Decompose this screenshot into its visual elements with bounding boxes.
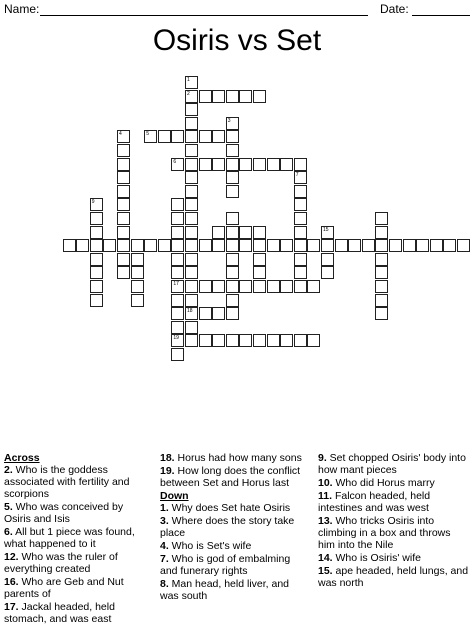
grid-cell[interactable] xyxy=(226,185,239,198)
grid-cell[interactable] xyxy=(212,90,225,103)
grid-cell[interactable] xyxy=(185,266,198,279)
clue-text: Why does Set hate Osiris xyxy=(168,502,291,514)
grid-cell[interactable] xyxy=(416,239,429,252)
clue-text: Man head, held liver, and was south xyxy=(160,578,290,602)
grid-cell[interactable] xyxy=(212,226,225,239)
grid-cell[interactable] xyxy=(321,226,334,239)
name-label: Name: xyxy=(4,2,40,16)
grid-cell[interactable] xyxy=(294,280,307,293)
grid-cell[interactable] xyxy=(294,185,307,198)
grid-cell[interactable] xyxy=(212,239,225,252)
grid-cell[interactable] xyxy=(199,280,212,293)
grid-cell[interactable] xyxy=(212,334,225,347)
clue-number: 2 xyxy=(187,90,190,97)
clue-text: Where does the story take place xyxy=(160,515,295,539)
grid-cell[interactable] xyxy=(253,334,266,347)
grid-cell[interactable] xyxy=(90,294,103,307)
grid-cell[interactable] xyxy=(171,212,184,225)
grid-cell[interactable] xyxy=(307,334,320,347)
clue-text: Who did Horus marry xyxy=(332,477,435,489)
clue-text: All but 1 piece was found, what happened to it xyxy=(4,526,135,550)
clue-item xyxy=(4,501,152,525)
clue-number-label: 2. xyxy=(4,464,13,476)
grid-cell[interactable] xyxy=(348,239,361,252)
clue-item xyxy=(160,553,310,577)
grid-cell[interactable] xyxy=(389,239,402,252)
clue-text: Horus had how many sons xyxy=(174,452,302,464)
clue-text: Who are Geb and Nut parents of xyxy=(4,576,124,600)
grid-cell[interactable] xyxy=(185,294,198,307)
clue-item xyxy=(4,551,152,575)
grid-cell[interactable] xyxy=(280,158,293,171)
grid-cell[interactable] xyxy=(117,239,130,252)
clue-text: Who is the goddess associated with fertility and scorpions xyxy=(4,464,130,500)
grid-cell[interactable] xyxy=(226,226,239,239)
right-clues xyxy=(318,452,470,590)
grid-cell[interactable] xyxy=(212,307,225,320)
grid-cell[interactable] xyxy=(158,130,171,143)
grid-cell[interactable] xyxy=(90,253,103,266)
grid-cell[interactable] xyxy=(267,280,280,293)
grid-cell[interactable] xyxy=(117,212,130,225)
grid-cell[interactable] xyxy=(185,185,198,198)
grid-cell[interactable] xyxy=(171,158,184,171)
grid-cell[interactable] xyxy=(117,226,130,239)
clue-number: 19 xyxy=(173,335,179,342)
grid-cell[interactable] xyxy=(185,90,198,103)
grid-cell[interactable] xyxy=(280,334,293,347)
grid-cell[interactable] xyxy=(226,130,239,143)
grid-cell[interactable] xyxy=(362,239,375,252)
grid-cell[interactable] xyxy=(185,144,198,157)
grid-cell[interactable] xyxy=(117,198,130,211)
clue-text: Set chopped Osiris' body into how mant pieces xyxy=(318,452,466,476)
grid-cell[interactable] xyxy=(171,253,184,266)
clue-number-label: 18. xyxy=(160,452,175,464)
clue-item xyxy=(318,515,470,551)
grid-cell[interactable] xyxy=(90,280,103,293)
grid-cell[interactable] xyxy=(199,130,212,143)
grid-cell[interactable] xyxy=(443,239,456,252)
clue-item xyxy=(318,565,470,589)
clue-number: 17 xyxy=(173,281,179,287)
clue-text: Jackal headed, held stomach, and was east xyxy=(4,601,115,625)
grid-cell[interactable] xyxy=(171,307,184,320)
grid-cell[interactable] xyxy=(199,90,212,103)
grid-cell[interactable] xyxy=(226,280,239,293)
clue-item xyxy=(160,502,310,514)
grid-cell[interactable] xyxy=(131,266,144,279)
grid-cell[interactable] xyxy=(171,334,184,347)
clue-number-label: 3. xyxy=(160,515,169,527)
grid-cell[interactable] xyxy=(90,266,103,279)
clue-text: Who is Osiris' wife xyxy=(332,552,421,564)
grid-cell[interactable] xyxy=(253,280,266,293)
grid-cell[interactable] xyxy=(239,334,252,347)
clue-number-label: 15. xyxy=(318,565,333,577)
clue-number: 6 xyxy=(173,158,177,165)
clue-item xyxy=(160,578,310,602)
grid-cell[interactable] xyxy=(280,280,293,293)
grid-cell[interactable] xyxy=(117,144,130,157)
grid-cell[interactable] xyxy=(199,239,212,252)
clue-text: Who was the ruler of everything created xyxy=(4,551,118,575)
grid-cell[interactable] xyxy=(185,158,198,171)
grid-cell[interactable] xyxy=(430,239,443,252)
clue-item xyxy=(318,477,470,489)
clue-item xyxy=(318,490,470,514)
clue-item xyxy=(4,526,152,550)
grid-cell[interactable] xyxy=(199,307,212,320)
grid-cell[interactable] xyxy=(90,239,103,252)
grid-cell[interactable] xyxy=(185,253,198,266)
grid-cell[interactable] xyxy=(131,294,144,307)
clue-item xyxy=(4,601,152,625)
grid-cell[interactable] xyxy=(185,226,198,239)
clue-number: 18 xyxy=(187,308,193,315)
clue-text: ape headed, held lungs, and was north xyxy=(318,565,469,589)
clue-item xyxy=(4,464,152,500)
grid-cell[interactable] xyxy=(199,158,212,171)
grid-cell[interactable] xyxy=(226,171,239,184)
grid-cell[interactable] xyxy=(294,226,307,239)
grid-cell[interactable] xyxy=(307,280,320,293)
grid-cell[interactable] xyxy=(185,130,198,143)
grid-cell[interactable] xyxy=(171,239,184,252)
grid-cell[interactable] xyxy=(171,130,184,143)
grid-cell[interactable] xyxy=(131,253,144,266)
grid-cell[interactable] xyxy=(212,130,225,143)
grid-cell[interactable] xyxy=(294,266,307,279)
grid-cell[interactable] xyxy=(103,239,116,252)
clue-number: 15 xyxy=(323,226,329,233)
clue-number-label: 9. xyxy=(318,452,327,464)
grid-cell[interactable] xyxy=(185,171,198,184)
clue-number-label: 16. xyxy=(4,576,19,588)
middle-clues xyxy=(160,452,310,603)
grid-cell[interactable] xyxy=(267,158,280,171)
grid-cell[interactable] xyxy=(253,253,266,266)
down-heading: Down xyxy=(160,490,189,502)
grid-cell[interactable] xyxy=(117,130,130,143)
grid-cell[interactable] xyxy=(117,158,130,171)
clue-number-label: 12. xyxy=(4,551,19,563)
grid-cell[interactable] xyxy=(321,266,334,279)
grid-cell[interactable] xyxy=(294,198,307,211)
grid-cell[interactable] xyxy=(253,239,266,252)
clue-text: Who was conceived by Osiris and Isis xyxy=(4,501,124,525)
across-clues xyxy=(4,452,152,626)
grid-cell[interactable] xyxy=(226,144,239,157)
grid-cell[interactable] xyxy=(267,334,280,347)
grid-cell[interactable] xyxy=(294,253,307,266)
grid-cell[interactable] xyxy=(335,239,348,252)
across-heading: Across xyxy=(4,452,40,464)
grid-cell[interactable] xyxy=(375,294,388,307)
grid-cell[interactable] xyxy=(321,253,334,266)
grid-cell[interactable] xyxy=(226,334,239,347)
clue-number-label: 1. xyxy=(160,502,169,514)
clue-number-label: 8. xyxy=(160,578,169,590)
grid-cell[interactable] xyxy=(117,171,130,184)
clue-number-label: 5. xyxy=(4,501,13,513)
grid-cell[interactable] xyxy=(171,321,184,334)
clue-text: Falcon headed, held intestines and was west xyxy=(318,490,431,514)
clue-number: 1 xyxy=(187,77,190,83)
grid-cell[interactable] xyxy=(185,212,198,225)
grid-cell[interactable] xyxy=(117,185,130,198)
clue-text: Who is god of embalming and funerary rights xyxy=(160,553,291,577)
grid-cell[interactable] xyxy=(131,280,144,293)
grid-cell[interactable] xyxy=(185,117,198,130)
grid-cell[interactable] xyxy=(253,90,266,103)
grid-cell[interactable] xyxy=(226,158,239,171)
grid-cell[interactable] xyxy=(375,307,388,320)
grid-cell[interactable] xyxy=(239,158,252,171)
clue-item xyxy=(160,465,310,489)
clue-number-label: 19. xyxy=(160,465,175,477)
grid-cell[interactable] xyxy=(185,334,198,347)
grid-cell[interactable] xyxy=(375,212,388,225)
grid-cell[interactable] xyxy=(171,198,184,211)
grid-cell[interactable] xyxy=(185,76,198,89)
grid-cell[interactable] xyxy=(403,239,416,252)
grid-cell[interactable] xyxy=(226,90,239,103)
grid-cell[interactable] xyxy=(185,321,198,334)
clue-item xyxy=(160,452,310,464)
grid-cell[interactable] xyxy=(63,239,76,252)
date-label: Date: xyxy=(380,2,409,16)
grid-cell[interactable] xyxy=(144,130,157,143)
grid-cell[interactable] xyxy=(171,266,184,279)
clue-item xyxy=(4,576,152,600)
grid-cell[interactable] xyxy=(212,158,225,171)
clue-item xyxy=(318,552,470,564)
grid-cell[interactable] xyxy=(226,253,239,266)
grid-cell[interactable] xyxy=(171,226,184,239)
grid-cell[interactable] xyxy=(171,294,184,307)
clue-number-label: 13. xyxy=(318,515,333,527)
clue-item xyxy=(160,540,310,552)
grid-cell[interactable] xyxy=(375,239,388,252)
clue-number: 4 xyxy=(119,131,122,138)
grid-cell[interactable] xyxy=(253,266,266,279)
grid-cell[interactable] xyxy=(239,226,252,239)
grid-cell[interactable] xyxy=(267,239,280,252)
grid-cell[interactable] xyxy=(375,226,388,239)
clue-number: 7 xyxy=(295,172,299,179)
grid-cell[interactable] xyxy=(158,239,171,252)
page-title: Osiris vs Set xyxy=(152,24,322,57)
grid-cell[interactable] xyxy=(144,239,157,252)
clue-number: 5 xyxy=(146,131,149,138)
clue-text: Who tricks Osiris into climbing in a box and throws him into the Nile xyxy=(318,515,451,551)
clue-number-label: 14. xyxy=(318,552,333,564)
grid-cell[interactable] xyxy=(375,266,388,279)
clue-item xyxy=(160,515,310,539)
clue-item xyxy=(318,452,470,476)
clue-number-label: 17. xyxy=(4,601,19,613)
clue-number: 3 xyxy=(227,117,231,124)
clue-number-label: 11. xyxy=(318,490,333,502)
grid-cell[interactable] xyxy=(239,90,252,103)
grid-cell[interactable] xyxy=(294,239,307,252)
clue-number-label: 6. xyxy=(4,526,13,538)
grid-cell[interactable] xyxy=(199,334,212,347)
grid-cell[interactable] xyxy=(226,212,239,225)
grid-cell[interactable] xyxy=(457,239,470,252)
grid-cell[interactable] xyxy=(185,307,198,320)
grid-cell[interactable] xyxy=(253,158,266,171)
grid-cell[interactable] xyxy=(253,226,266,239)
grid-cell[interactable] xyxy=(294,158,307,171)
grid-cell[interactable] xyxy=(90,212,103,225)
grid-cell[interactable] xyxy=(185,239,198,252)
clue-number-label: 10. xyxy=(318,477,333,489)
grid-cell[interactable] xyxy=(131,239,144,252)
clue-number-label: 4. xyxy=(160,540,169,552)
grid-cell[interactable] xyxy=(171,348,184,361)
grid-cell[interactable] xyxy=(117,266,130,279)
grid-cell[interactable] xyxy=(294,171,307,184)
grid-cell[interactable] xyxy=(294,334,307,347)
grid-cell[interactable] xyxy=(375,280,388,293)
grid-cell[interactable] xyxy=(239,239,252,252)
grid-cell[interactable] xyxy=(307,239,320,252)
grid-cell[interactable] xyxy=(90,226,103,239)
grid-cell[interactable] xyxy=(185,103,198,116)
grid-cell[interactable] xyxy=(226,294,239,307)
grid-cell[interactable] xyxy=(185,198,198,211)
grid-cell[interactable] xyxy=(185,280,198,293)
grid-cell[interactable] xyxy=(226,266,239,279)
clue-text: How long does the conflict between Set and Horus last xyxy=(160,465,301,489)
grid-cell[interactable] xyxy=(226,307,239,320)
grid-cell[interactable] xyxy=(294,212,307,225)
grid-cell[interactable] xyxy=(171,280,184,293)
grid-cell[interactable] xyxy=(226,239,239,252)
grid-cell[interactable] xyxy=(239,280,252,293)
grid-cell[interactable] xyxy=(321,239,334,252)
grid-cell[interactable] xyxy=(212,280,225,293)
grid-cell[interactable] xyxy=(117,253,130,266)
grid-cell[interactable] xyxy=(76,239,89,252)
grid-cell[interactable] xyxy=(226,117,239,130)
clue-number: 9 xyxy=(91,199,95,206)
clue-number-label: 7. xyxy=(160,553,169,565)
grid-cell[interactable] xyxy=(280,239,293,252)
clue-text: Who is Set's wife xyxy=(168,540,252,552)
grid-cell[interactable] xyxy=(375,253,388,266)
grid-cell[interactable] xyxy=(90,198,103,211)
